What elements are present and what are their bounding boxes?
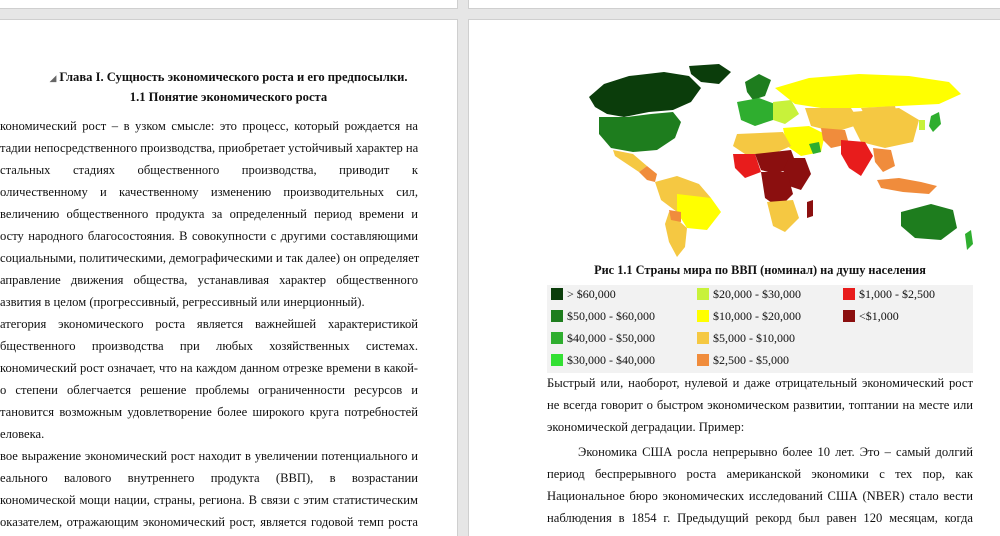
chapter-title: Глава I. Сущность экономического роста и его предпосылки. xyxy=(59,70,408,84)
text-line: кономический рост означает, что на каждом данном отрезке времени в какой- xyxy=(0,361,418,375)
legend-swatch xyxy=(843,310,855,322)
text-line: тадии непосредственного производства, приобретает устойчивый характер на xyxy=(0,141,419,155)
text-line: еального валового внутреннего продукта (ВВП), в возрастании xyxy=(0,471,418,485)
world-gdp-map xyxy=(569,62,979,257)
text-line: о степени облегчается решение проблемы ограниченности ресурсов и xyxy=(0,383,418,397)
legend-swatch xyxy=(697,332,709,344)
legend-label: $10,000 - $20,000 xyxy=(713,309,801,323)
document-page-left xyxy=(0,20,457,536)
legend-label: <$1,000 xyxy=(859,309,899,323)
legend-item xyxy=(551,331,655,346)
document-page-right xyxy=(469,20,1000,536)
map-korea xyxy=(919,120,925,130)
text-line: кономический рост – в узком смысле: это процесс, который рождается на xyxy=(0,119,418,133)
map-india xyxy=(841,140,873,176)
text-line: Быстрый или, наоборот, нулевой и даже отрицательный экономический рост xyxy=(547,376,973,390)
text-line: аправление движения общества, устанавливая характер общественного xyxy=(0,273,418,287)
text-line: атегория экономического роста является важнейшей характеристикой xyxy=(0,317,418,331)
text-line: период беспрерывного роста американской экономики с тех пор, как xyxy=(547,467,973,481)
text-line: осту народного благосостояния. В совокупности с другими составляющими xyxy=(0,229,418,243)
text-line: Национальное бюро экономических исследований США (NBER) стало вести xyxy=(547,489,973,503)
text-line: еловека. xyxy=(0,427,45,441)
map-brazil xyxy=(677,194,721,230)
map-southern-africa xyxy=(767,200,799,232)
text-line: не всегда говорит о быстром экономическом развитии, топтании на месте или xyxy=(547,398,973,412)
legend-item xyxy=(697,331,795,346)
legend-swatch xyxy=(551,288,563,300)
text-line: Экономика США росла непрерывно более 10 лет. Это – самый долгий xyxy=(578,445,973,459)
map-new-zealand xyxy=(965,230,973,250)
text-line: бщественного производства при любых хозяйственных системах. xyxy=(0,339,418,353)
legend-label: $50,000 - $60,000 xyxy=(567,309,655,323)
map-mexico xyxy=(613,150,647,172)
legend-swatch xyxy=(697,354,709,366)
text-line: социальными, политическими, демографическими и так далее) он определяет xyxy=(0,251,420,265)
text-line: кономической мощи нации, страны, региона. В связи с этим статистическим xyxy=(0,493,418,507)
legend-label: $40,000 - $50,000 xyxy=(567,331,655,345)
map-southeast-asia xyxy=(873,148,895,172)
legend-item xyxy=(551,287,616,302)
text-line: оличественному и качественному изменению производительных сил, xyxy=(0,185,418,199)
map-scandinavia xyxy=(745,74,771,100)
map-greenland xyxy=(689,64,731,84)
legend-item xyxy=(843,309,899,324)
legend-item xyxy=(697,309,801,324)
legend-swatch xyxy=(843,288,855,300)
map-usa xyxy=(599,112,681,152)
text-line: величению общественного продукта за определенный период времени и xyxy=(0,207,418,221)
map-indonesia xyxy=(877,178,937,194)
legend-label: $30,000 - $40,000 xyxy=(567,353,655,367)
legend-swatch xyxy=(697,310,709,322)
legend-item xyxy=(697,353,789,368)
text-line: стальных стадиях общественного производства, приводит к xyxy=(0,163,418,177)
legend-label: $1,000 - $2,500 xyxy=(859,287,935,301)
text-line: азвития в целом (прогрессивный, регрессивный или инерционный). xyxy=(0,295,365,309)
legend-item xyxy=(551,353,655,368)
text-line: наблюдения в 1854 г. Предыдущий рекорд был равен 120 месяцам, когда xyxy=(547,511,973,525)
legend-label: $2,500 - $5,000 xyxy=(713,353,789,367)
map-legend xyxy=(547,285,973,373)
text-line: оказателем, отражающим экономический рост, является годовой темп роста xyxy=(0,515,418,529)
map-madagascar xyxy=(807,200,813,218)
map-north-africa xyxy=(733,132,791,154)
text-line: вое выражение экономический рост находит в увеличении потенциального и xyxy=(0,449,418,463)
legend-swatch xyxy=(551,310,563,322)
chapter-heading xyxy=(0,70,457,85)
map-russia xyxy=(775,74,961,108)
legend-label: > $60,000 xyxy=(567,287,616,301)
map-japan xyxy=(929,112,941,132)
map-australia xyxy=(901,204,957,240)
map-western-europe xyxy=(737,98,775,126)
previous-page-right-edge xyxy=(469,0,1000,8)
text-line: тановится возможным удовлетворение более широкого круга потребностей xyxy=(0,405,418,419)
paragraph-anchor-icon: ◢ xyxy=(49,73,57,83)
legend-item xyxy=(843,287,935,302)
legend-label: $5,000 - $10,000 xyxy=(713,331,795,345)
legend-label: $20,000 - $30,000 xyxy=(713,287,801,301)
legend-item xyxy=(551,309,655,324)
text-line: экономической деградации. Пример: xyxy=(547,420,745,434)
legend-item xyxy=(697,287,801,302)
map-canada xyxy=(589,72,701,117)
legend-swatch xyxy=(697,288,709,300)
section-title: 1.1 Понятие экономического роста xyxy=(129,90,328,104)
legend-swatch xyxy=(551,332,563,344)
previous-page-left-edge xyxy=(0,0,457,8)
legend-swatch xyxy=(551,354,563,366)
figure-caption: Рис 1.1 Страны мира по ВВП (номинал) на душу населения xyxy=(594,263,926,277)
